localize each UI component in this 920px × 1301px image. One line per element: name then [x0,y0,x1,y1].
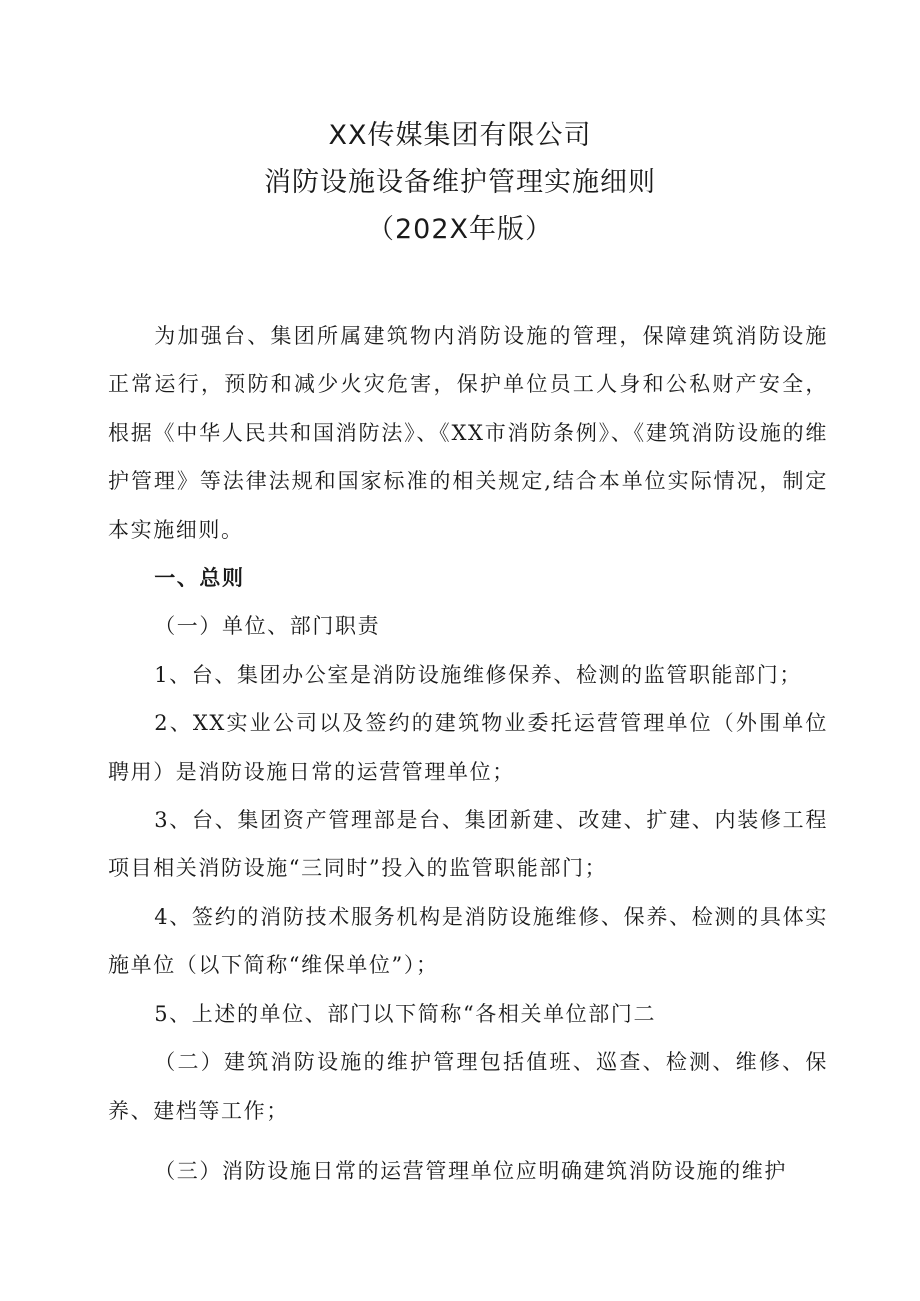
paragraph-gap [108,1135,828,1147]
subsection-responsibilities: （一）单位、部门职责 [154,614,381,639]
list-item: 1、台、集团办公室是消防设施维修保养、检测的监管职能部门； [154,662,802,687]
list-item: 4、签约的消防技术服务机构是消防设施维修、保养、检测的具体实施单位（以下简称“维保单位”）； [108,904,828,978]
document-title [0,112,920,253]
section-heading-general: 一、总则 [154,566,245,591]
subsection-operator-duty: （三）消防设施日常的运营管理单位应明确建筑消防设施的维护 [154,1158,787,1183]
title-main: 消防设施设备维护管理实施细则 [264,167,656,198]
list-item: 2、XX实业公司以及签约的建筑物业委托运营管理单位（外围单位聘用）是消防设施日常的运营管理单位； [108,711,828,784]
title-company: XX传媒集团有限公司 [328,120,592,151]
subsection-maintenance-scope: （二）建筑消防设施的维护管理包括值班、巡查、检测、维修、保养、建档等工作； [108,1050,828,1123]
list-item: 3、台、集团资产管理部是台、集团新建、改建、扩建、内装修工程项目相关消防设施“三同时”投入的监管职能部门； [108,808,828,881]
intro-paragraph: 为加强台、集团所属建筑物内消防设施的管理，保障建筑消防设施正常运行，预防和减少火灾危害，保护单位员工人身和公私财产安全，根据《中华人民共和国消防法》、《XX市消防条例》、《建筑消防设施的维护管理》等法律法规和国家标准的相关规定,结合本单位实际情况，制定本实施细则。 [108,324,828,542]
title-edition: （202X年版） [366,214,554,245]
list-item: 5、上述的单位、部门以下简称“各相关单位部门二 [154,1001,657,1026]
document-body [108,312,828,1195]
